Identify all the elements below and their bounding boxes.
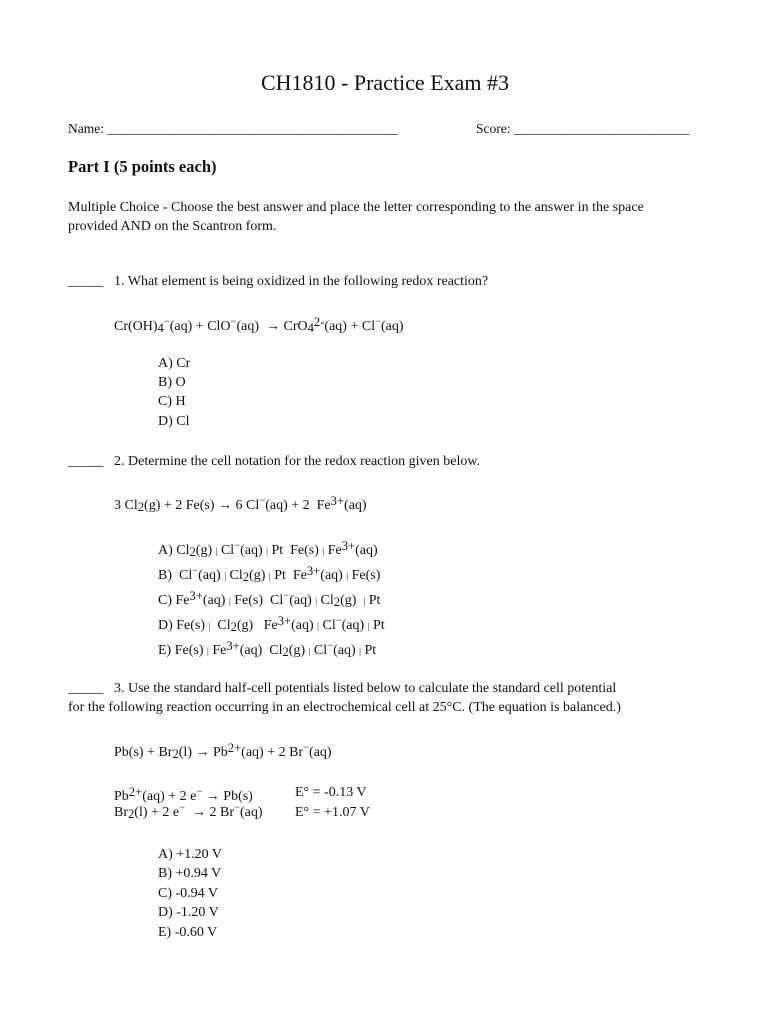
score-field-label[interactable]: Score: __________________________ [476,121,690,136]
question-3-half-reaction-1: Pb2+(aq) + 2 e− → Pb(s) [114,785,253,804]
question-3-half-reaction-2: Br2(l) + 2 e− → 2 Br−(aq) [114,802,263,821]
question-3-choice-e: E) -0.60 V [158,925,218,940]
question-2-choice-d: D) Fe(s) | Cl2(g) Fe3+(aq) | Cl−(aq) | Pt [158,614,385,634]
question-3-choice-b: B) +0.94 V [158,866,222,881]
question-3-half-reaction-1-potential: E° = -0.13 V [295,785,367,800]
question-2-answer-blank[interactable]: _____ [68,454,103,469]
question-2-choice-b: B) Cl−(aq) | Cl2(g) | Pt Fe3+(aq) | Fe(s) [158,564,381,584]
question-1-reaction: Cr(OH)4−(aq) + ClO−(aq) → CrO42-(aq) + Cl−(aq) [114,315,404,335]
question-3-reaction: Pb(s) + Br2(l) → Pb2+(aq) + 2 Br−(aq) [114,741,332,761]
section-heading: Part I (5 points each) [68,157,217,176]
instructions-line-1: Multiple Choice - Choose the best answer and place the letter corresponding to the answer in the space [68,200,644,215]
question-3-choice-c: C) -0.94 V [158,886,219,901]
question-3-text-continued: for the following reaction occurring in an electrochemical cell at 25°C. (The equation is balanced.) [68,700,621,715]
question-1-choice-c: C) H [158,394,186,409]
question-1-choice-a: A) Cr [158,356,191,371]
question-3-text: 3. Use the standard half-cell potentials listed below to calculate the standard cell potential [114,681,617,696]
name-field-label[interactable]: Name: ___________________________________________ [68,121,398,136]
question-1-text: 1. What element is being oxidized in the following redox reaction? [114,274,489,289]
question-1-answer-blank[interactable]: _____ [68,274,103,289]
question-2-reaction: 3 Cl2(g) + 2 Fe(s) → 6 Cl−(aq) + 2 Fe3+(aq) [114,494,367,514]
question-3-half-reaction-2-potential: E° = +1.07 V [295,805,370,820]
question-2-text: 2. Determine the cell notation for the redox reaction given below. [114,454,481,469]
question-2-choice-e: E) Fe(s) | Fe3+(aq) Cl2(g) | Cl−(aq) | Pt [158,639,377,659]
question-1-choice-b: B) O [158,375,186,390]
question-3-answer-blank[interactable]: _____ [68,681,103,696]
instructions-line-2: provided AND on the Scantron form. [68,219,277,234]
question-3-choice-d: D) -1.20 V [158,905,219,920]
question-1-choice-d: D) Cl [158,414,190,429]
question-2-choice-a: A) Cl2(g) | Cl−(aq) | Pt Fe(s) | Fe3+(aq) [158,539,378,559]
question-3-choice-a: A) +1.20 V [158,847,223,862]
page-title: CH1810 - Practice Exam #3 [260,70,510,95]
question-2-choice-c: C) Fe3+(aq) | Fe(s) Cl−(aq) | Cl2(g) | Pt [158,589,381,609]
